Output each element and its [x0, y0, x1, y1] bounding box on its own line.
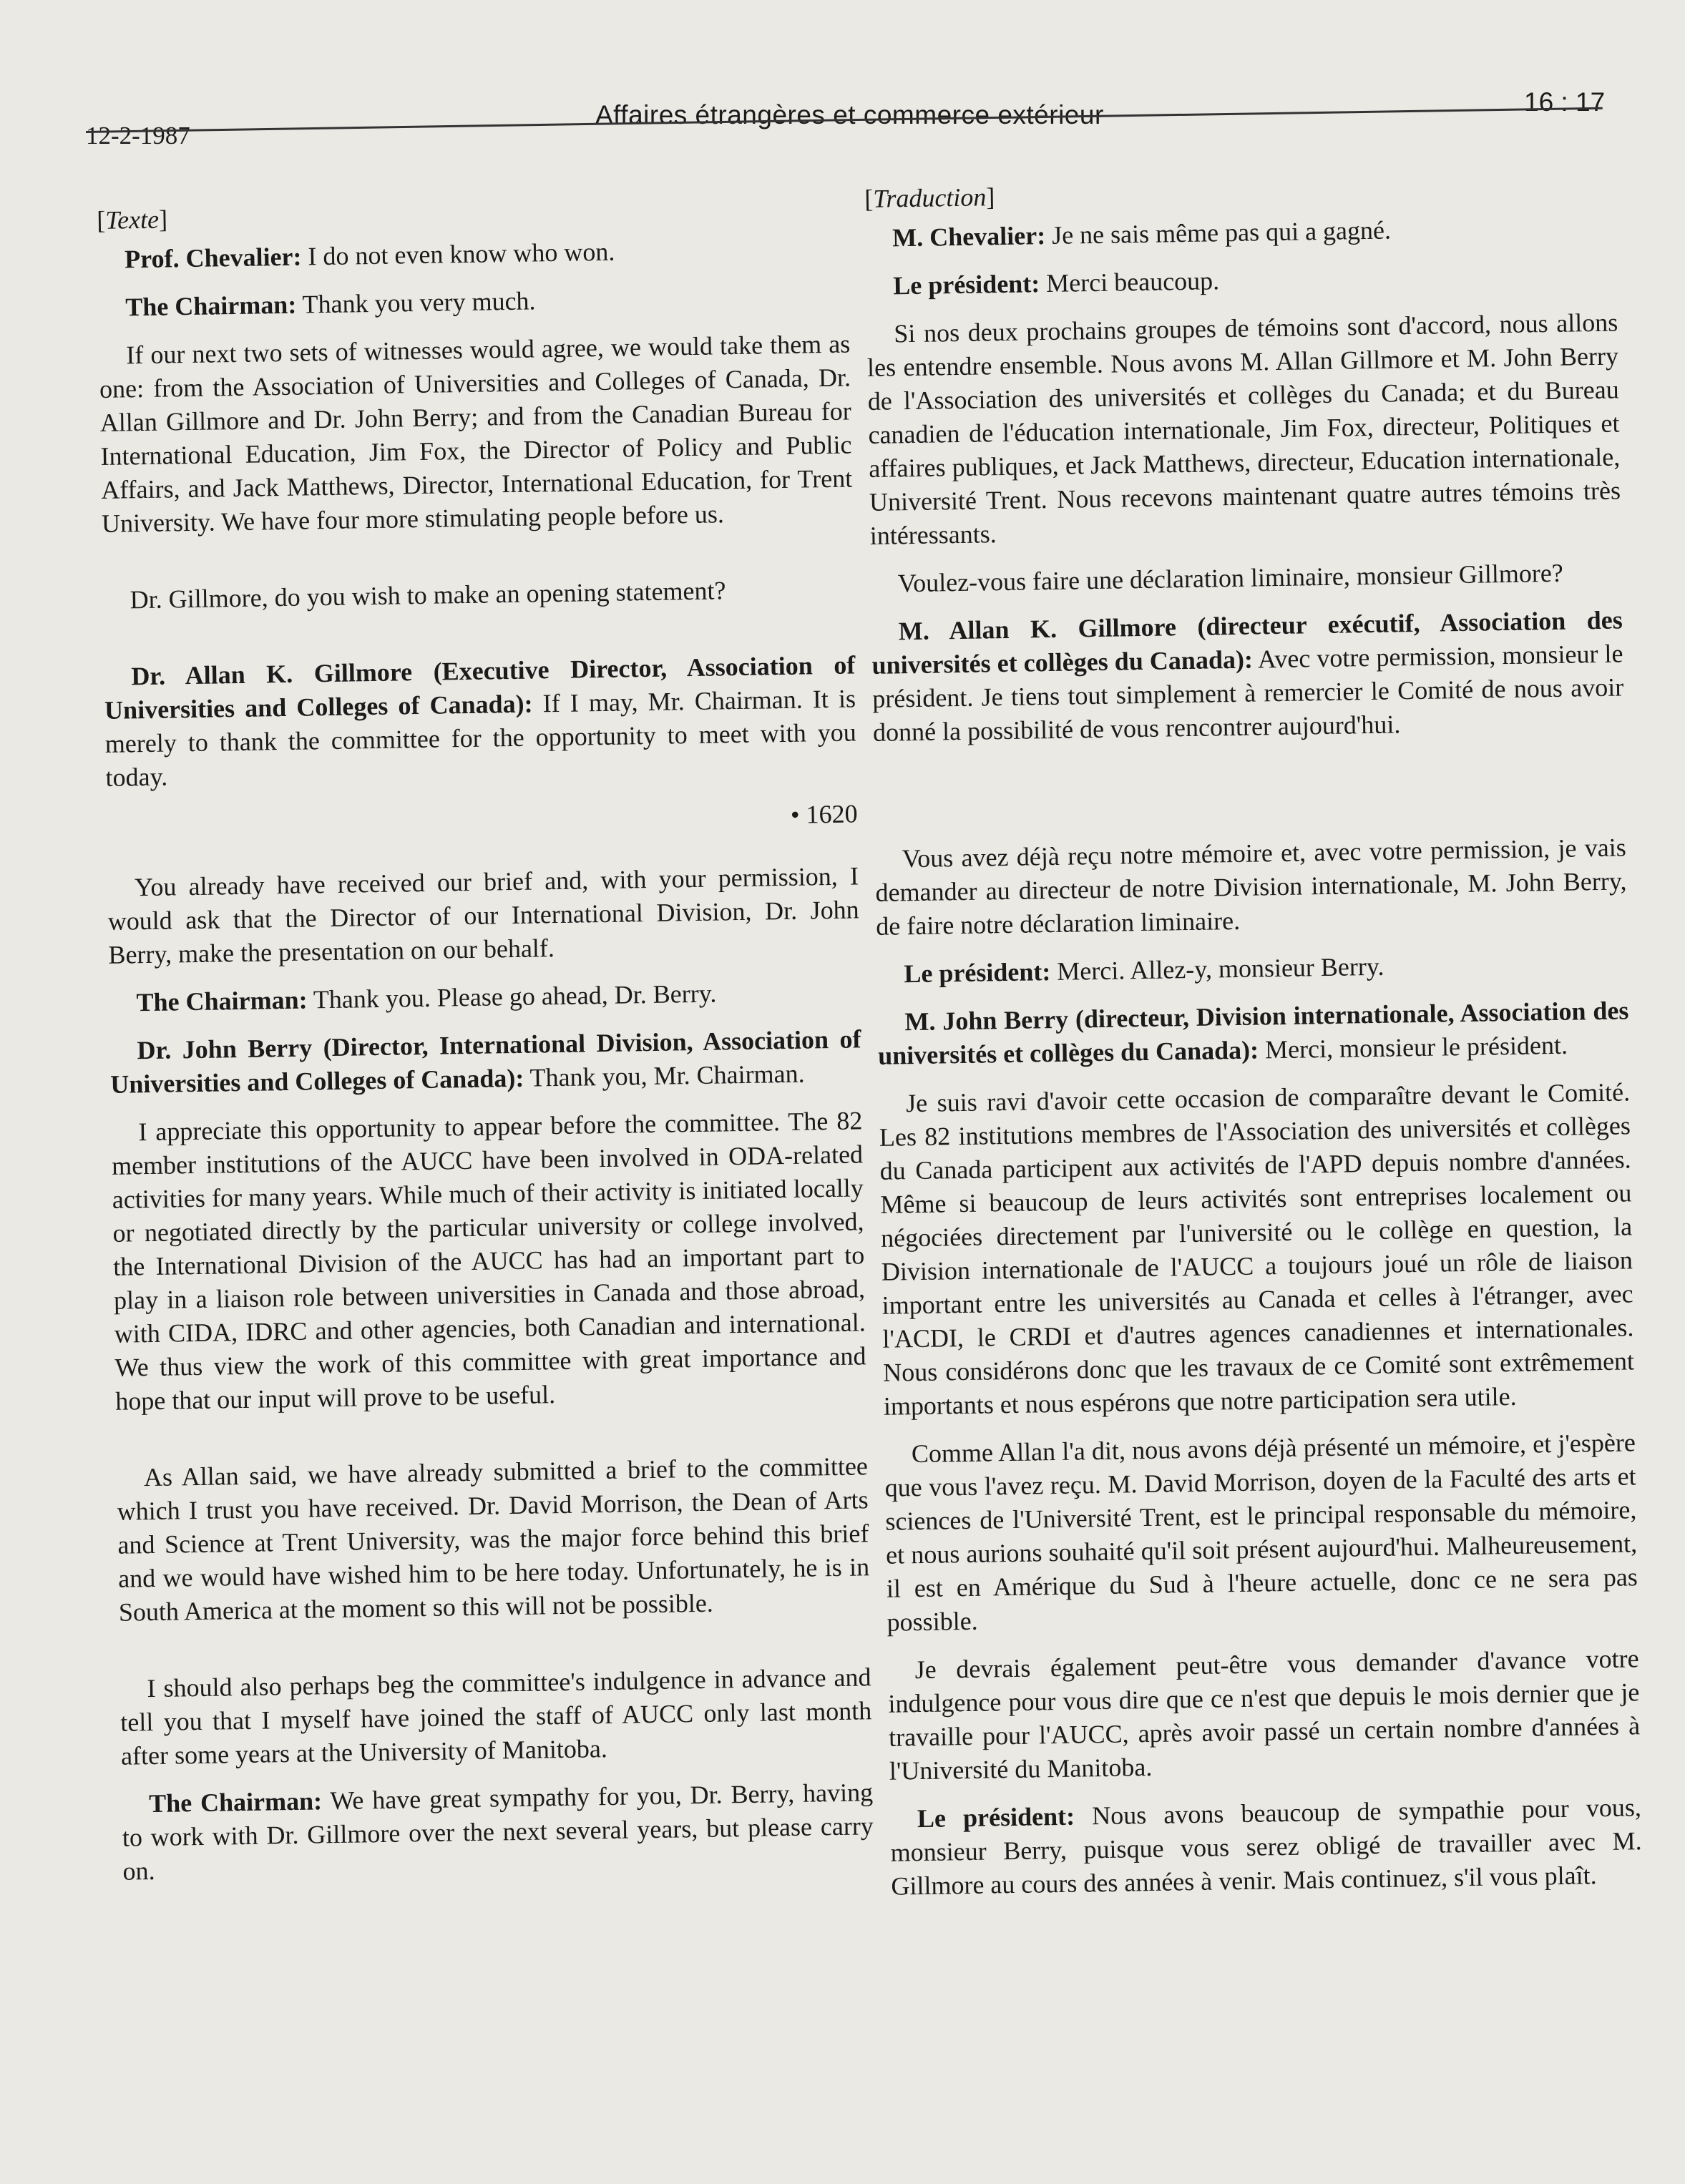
- speaker: Le président:: [892, 269, 1040, 300]
- paragraph: Le président: Merci beaucoup.: [892, 266, 1220, 300]
- speaker: The Chairman:: [136, 985, 308, 1017]
- paragraph: Si nos deux prochains groupes de témoins sont d'accord, nous allons les entendre ensemble. Nous avons M. Allan Gillmore et M. John Berry de l'Association des universités et collèges du Canada; et du Bureau canadien de l'éducation internationale, Jim Fox, directeur, Politiques et affaires publiques, et Jack Matthews, directeur, Education internationale, Université Trent. Nous recevons maintenant quatre autres témoins très intéressants.: [866, 308, 1621, 550]
- language-marker: [Texte]: [97, 205, 168, 235]
- paragraph: Je devrais également peut-être vous demander d'avance votre indulgence pour vous dire que ce n'est que depuis le mois dernier que je travaille pour l'AUCC, après avoir passé un certain nombre d'années à l'Université du Manitoba.: [888, 1644, 1641, 1786]
- speaker: M. Allan K. Gillmore (directeur exécutif, Association des universités et collèges du Canada):: [871, 605, 1623, 680]
- paragraph: I appreciate this opportunity to appear before the committee. The 82 member institutions of the AUCC have been involved in ODA-related activities for many years. While much of their activity is initiated locally or negotiated directly by the particular university or college involved, the International Division of the AUCC has had an important part to play in a liaison role between universities in Canada and those abroad, with CIDA, IDRC and other agencies, both Canadian and international. We thus view the work of this committee with great importance and hope that our input will prove to be useful.: [111, 1106, 866, 1416]
- english-column: [97, 192, 874, 1903]
- paragraph: The Chairman: Thank you very much.: [124, 286, 536, 322]
- speaker: Le président:: [917, 1801, 1075, 1833]
- paragraph: M. Chevalier: Je ne sais même pas qui a gagné.: [892, 215, 1392, 253]
- speaker: Dr. Allan K. Gillmore (Executive Director, Association of Universities and Colleges of Canada):: [104, 650, 856, 725]
- paragraph: I should also perhaps beg the committee's indulgence in advance and tell you that I myself have joined the staff of AUCC only last month after some years at the University of Manitoba.: [120, 1663, 872, 1771]
- speaker: The Chairman:: [148, 1786, 323, 1818]
- paragraph: The Chairman: We have great sympathy for you, Dr. Berry, having to work with Dr. Gillmore over the next several years, but please carry on.: [122, 1778, 874, 1886]
- speaker: The Chairman:: [124, 290, 297, 322]
- header-date: 12-2-1987: [86, 122, 190, 150]
- time-stamp: • 1620: [790, 799, 858, 829]
- paragraph: Le président: Merci. Allez-y, monsieur Berry.: [904, 951, 1384, 989]
- paragraph: Je suis ravi d'avoir cette occasion de comparaître devant le Comité. Les 82 institutions membres de l'Association des universités et collèges du Canada participent aux activités de l'APD depuis nombre d'années. Même si beaucoup de leurs activités sont entreprises localement ou négociées directement par l'université ou le collège en question, la Division internationale de l'AUCC a toujours joué un rôle de liaison important entre les universités au Canada et celles à l'étranger, avec l'ACDI, le CRDI et d'autres agences canadiennes et internationales. Nous considérons donc que les travaux de ce Comité sont extrêmement importants et nous espérons que notre participation sera utile.: [879, 1077, 1635, 1421]
- speaker: M. John Berry (directeur, Division internationale, Association des universités et collèges du Canada):: [877, 996, 1629, 1070]
- paragraph: Prof. Chevalier: I do not even know who won.: [124, 237, 615, 274]
- paragraph: Dr. Gillmore, do you wish to make an opening statement?: [130, 576, 726, 614]
- paragraph: Voulez-vous faire une déclaration liminaire, monsieur Gillmore?: [897, 558, 1564, 598]
- paragraph: Vous avez déjà reçu notre mémoire et, avec votre permission, je vais demander au directeur de notre Division internationale, M. John Berry, de faire notre déclaration liminaire.: [875, 833, 1627, 941]
- header-page-number: 16 : 17: [1524, 87, 1606, 117]
- paragraph: M. Allan K. Gillmore (directeur exécutif, Association des universités et collèges du Canada): Avec votre permission, monsieur le président. Je tiens tout simplement à remercier le Comité de nous avoir donné la possibilité de vous rencontrer aujourd'hui.: [871, 605, 1624, 747]
- speaker: Dr. John Berry (Director, International Division, Association of Universities and Colleges of Canada):: [110, 1024, 861, 1099]
- paragraph: Dr. John Berry (Director, International Division, Association of Universities and Colleges of Canada): Thank you, Mr. Chairman.: [110, 1024, 861, 1099]
- paragraph: Le président: Nous avons beaucoup de sympathie pour vous, monsieur Berry, puisque vous serez obligé de travailler avec M. Gillmore au cours des années à venir. Mais continuez, s'il vous plaît.: [890, 1793, 1642, 1901]
- french-column: [864, 171, 1643, 1918]
- speaker: M. Chevalier:: [892, 221, 1046, 253]
- paragraph: Comme Allan l'a dit, nous avons déjà présenté un mémoire, et j'espère que vous l'avez reçu. M. David Morrison, doyen de la Faculté des arts et sciences de l'Université Trent, est le principal responsable du mémoire, et nous aurions souhaité qu'il soit présent aujourd'hui. Malheureusement, il est en Amérique du Sud à l'heure actuelle, donc ce ne sera pas possible.: [884, 1428, 1638, 1637]
- header-title: Affaires étrangères et commerce extérieur: [595, 100, 1104, 129]
- paragraph: As Allan said, we have already submitted a brief to the committee which I trust you have received. Dr. David Morrison, the Dean of Arts and Science at Trent University, was the major force behind this brief and we would have wished him to be here today. Unfortunately, he is in South America at the moment so this will not be possible.: [117, 1451, 870, 1627]
- paragraph: M. John Berry (directeur, Division internationale, Association des universités et collèges du Canada): Merci, monsieur le président.: [877, 996, 1629, 1070]
- paragraph: If our next two sets of witnesses would agree, we would take them as one: from the Association of Universities and Colleges of Canada, Dr. Allan Gillmore and Dr. John Berry; and from the Canadian Bureau for International Education, Jim Fox, the Director of Policy and Public Affairs, and Jack Matthews, Director, International Education, for Trent University. We have four more stimulating people before us.: [99, 329, 853, 538]
- paragraph: You already have received our brief and, with your permission, I would ask that the Director of our International Division, Dr. John Berry, make the presentation on our behalf.: [107, 861, 859, 969]
- language-marker: [Traduction]: [864, 182, 995, 213]
- paragraph: Dr. Allan K. Gillmore (Executive Director, Association of Universities and Colleges of Canada): If I may, Mr. Chairman. It is merely to thank the committee for the opportunity to meet with you today.: [104, 650, 857, 792]
- speaker: Le président:: [904, 957, 1051, 989]
- paragraph: The Chairman: Thank you. Please go ahead, Dr. Berry.: [136, 979, 717, 1017]
- speaker: Prof. Chevalier:: [124, 242, 302, 274]
